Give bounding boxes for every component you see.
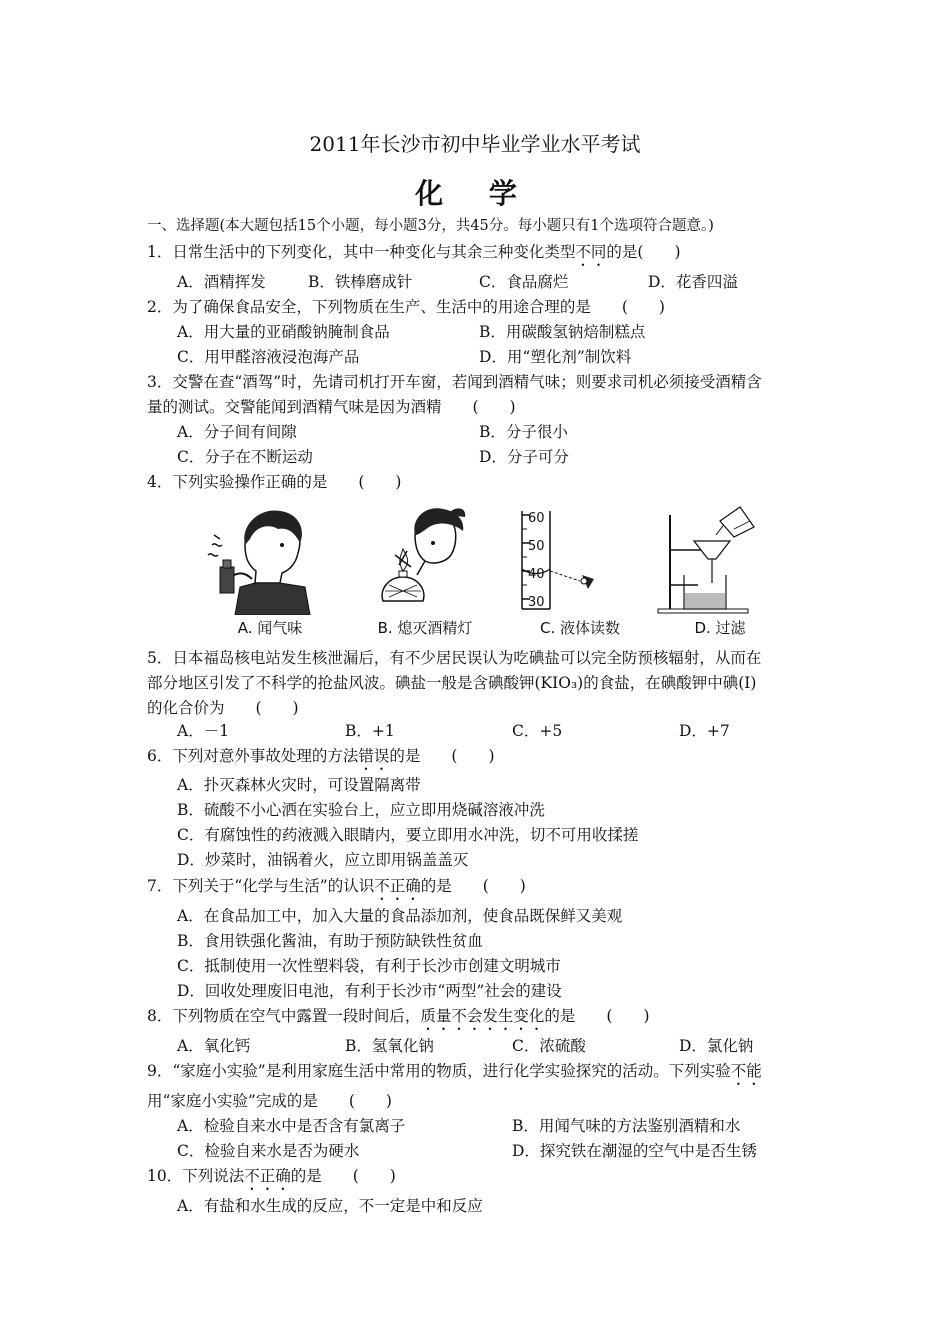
question-2-option-a[interactable]: A．用大量的亚硝酸钠腌制食品 bbox=[177, 323, 390, 341]
question-3-stem-line1: 3．交警在查“酒驾”时，先请司机打开车窗，若闻到酒精气味；则要求司机必须接受酒精含 bbox=[147, 373, 762, 391]
question-5-stem-line3: 的化合价为 ( ) bbox=[147, 699, 299, 717]
question-1-stem: 1．日常生活中的下列变化，其中一种变化与其余三种变化类型不同的是( ) bbox=[147, 243, 681, 261]
question-1-option-a[interactable]: A．酒精挥发 bbox=[177, 273, 266, 291]
question-3-stem-line2: 量的测试。交警能闻到酒精气味是因为酒精 ( ) bbox=[147, 398, 516, 416]
scale-label-60: 60 bbox=[528, 511, 545, 526]
question-5-option-d[interactable]: D．+7 bbox=[679, 722, 730, 740]
question-9-option-b[interactable]: B．用闻气味的方法鉴别酒精和水 bbox=[512, 1117, 741, 1135]
question-8-option-b[interactable]: B．氢氧化钠 bbox=[345, 1037, 434, 1055]
question-6-option-d[interactable]: D．炒菜时，油锅着火，应立即用锅盖盖灭 bbox=[177, 851, 469, 869]
question-5-stem-line1: 5．日本福岛核电站发生核泄漏后，有不少居民误认为吃碘盐可以完全防预核辐射，从而在 bbox=[147, 649, 762, 667]
question-3-option-a[interactable]: A．分子间有间隙 bbox=[177, 423, 297, 441]
question-6-option-a[interactable]: A．扑灭森林火灾时，可设置隔离带 bbox=[177, 776, 421, 794]
question-8-option-c[interactable]: C．浓硫酸 bbox=[512, 1037, 586, 1055]
figure-b-caption: B. 熄灭酒精灯 bbox=[377, 619, 473, 637]
question-2-option-d[interactable]: D．用“塑化剂”制饮料 bbox=[479, 348, 632, 366]
question-6-stem: 6．下列对意外事故处理的方法错误的是 ( ) bbox=[147, 747, 495, 765]
scale-label-30: 30 bbox=[528, 595, 545, 610]
question-3-option-c[interactable]: C．分子在不断运动 bbox=[177, 448, 313, 466]
question-5-option-c[interactable]: C．+5 bbox=[512, 722, 563, 740]
question-3-option-d[interactable]: D．分子可分 bbox=[479, 448, 569, 466]
figure-c-caption: C. 液体读数 bbox=[539, 619, 620, 637]
question-5-stem-line2: 部分地区引发了不科学的抢盐风波。碘盐一般是含碘酸钾(KIO₃)的食盐，在碘酸钾中碘(I) bbox=[147, 674, 757, 692]
question-7-option-b[interactable]: B．食用铁强化酱油，有助于预防缺铁性贫血 bbox=[177, 932, 483, 950]
question-5-option-a[interactable]: A．－1 bbox=[177, 722, 230, 740]
question-8-option-d[interactable]: D．氯化钠 bbox=[679, 1037, 754, 1055]
question-7-option-a[interactable]: A．在食品加工中，加入大量的食品添加剂，使食品既保鲜又美观 bbox=[177, 907, 623, 925]
figure-c-reading[interactable] bbox=[510, 505, 660, 645]
question-7-option-c[interactable]: C．抵制使用一次性塑料袋，有利于长沙市创建文明城市 bbox=[177, 957, 561, 975]
question-9-stem-line2: 用“家庭小实验”完成的是 ( ) bbox=[147, 1092, 392, 1110]
question-9-option-d[interactable]: D．探究铁在潮湿的空气中是否生锈 bbox=[512, 1142, 757, 1160]
question-8-stem: 8．下列物质在空气中露置一段时间后，质量不会发生变化的是 ( ) bbox=[147, 1007, 650, 1025]
question-3-option-b[interactable]: B．分子很小 bbox=[479, 423, 568, 441]
question-2-option-b[interactable]: B．用碳酸氢钠焙制糕点 bbox=[479, 323, 646, 341]
question-4-stem: 4．下列实验操作正确的是 ( ) bbox=[147, 473, 402, 491]
question-8-option-a[interactable]: A．氧化钙 bbox=[177, 1037, 251, 1055]
question-7-stem: 7．下列关于“化学与生活”的认识不正确的是 ( ) bbox=[147, 877, 526, 895]
question-10-stem: 10．下列说法不正确的是 ( ) bbox=[147, 1167, 396, 1185]
subject-title: 化 学 bbox=[415, 177, 535, 210]
figure-b-extinguish[interactable] bbox=[355, 505, 505, 645]
question-1-option-d[interactable]: D．花香四溢 bbox=[648, 273, 738, 291]
lamp-illustration bbox=[355, 505, 495, 615]
exam-title: 2011年长沙市初中毕业学业水平考试 bbox=[309, 132, 641, 156]
figure-d-caption: D. 过滤 bbox=[694, 619, 746, 637]
question-1-option-c[interactable]: C．食品腐烂 bbox=[479, 273, 569, 291]
scale-label-50: 50 bbox=[528, 539, 545, 554]
question-9-option-a[interactable]: A．检验自来水中是否含有氯离子 bbox=[177, 1117, 406, 1135]
scale-label-40: 40 bbox=[528, 567, 545, 582]
question-9-stem-line1: 9．“家庭小实验”是利用家庭生活中常用的物质，进行化学实验探究的活动。下列实验不能 bbox=[147, 1062, 762, 1080]
question-5-option-b[interactable]: B．+1 bbox=[345, 722, 395, 740]
question-6-option-b[interactable]: B．硫酸不小心洒在实验台上，应立即用烧碱溶液冲洗 bbox=[177, 801, 545, 819]
section-heading: 一、选择题(本大题包括15个小题，每小题3分，共45分。每小题只有1个选项符合题意。) bbox=[147, 218, 714, 234]
question-9-option-c[interactable]: C．检验自来水是否为硬水 bbox=[177, 1142, 360, 1160]
figure-a-caption: A. 闻气味 bbox=[237, 619, 303, 637]
filter-illustration bbox=[650, 505, 790, 615]
smell-illustration bbox=[200, 505, 340, 615]
question-6-option-c[interactable]: C．有腐蚀性的药液溅入眼睛内，要立即用水冲洗，切不可用收揉搓 bbox=[177, 826, 639, 844]
figure-a-smell[interactable] bbox=[200, 505, 350, 645]
question-10-option-a[interactable]: A．有盐和水生成的反应，不一定是中和反应 bbox=[177, 1197, 483, 1215]
question-2-stem: 2．为了确保食品安全，下列物质在生产、生活中的用途合理的是 ( ) bbox=[147, 298, 665, 316]
question-7-option-d[interactable]: D．回收处理废旧电池，有利于长沙市“两型”社会的建设 bbox=[177, 982, 562, 1000]
question-1-option-b[interactable]: B．铁棒磨成针 bbox=[308, 273, 413, 291]
figure-d-filter[interactable] bbox=[650, 505, 800, 645]
question-2-option-c[interactable]: C．用甲醛溶液浸泡海产品 bbox=[177, 348, 360, 366]
